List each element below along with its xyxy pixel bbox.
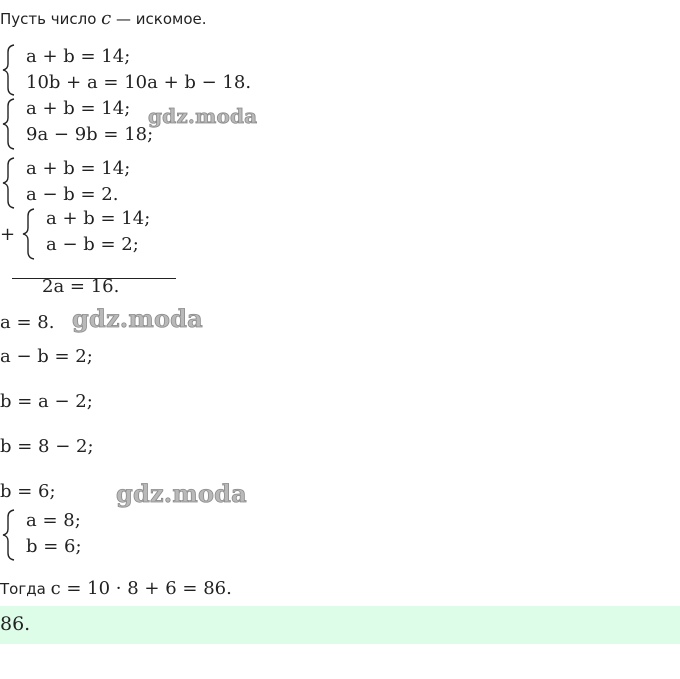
watermark: gdz.moda — [148, 104, 258, 128]
equation: a − b = 2. — [26, 184, 119, 205]
intro-line — [0, 8, 207, 29]
sum-result: 2a = 16. — [42, 276, 120, 297]
left-brace-icon — [2, 509, 16, 561]
step-line: b = 8 − 2; — [0, 436, 94, 457]
step-line: a − b = 2; — [0, 346, 93, 367]
conclusion-line — [0, 578, 232, 599]
answer-value: 86. — [0, 613, 31, 635]
step-line: b = a − 2; — [0, 391, 93, 412]
left-brace-icon — [2, 157, 16, 209]
equation: a − b = 2; — [46, 234, 139, 255]
intro-prefix: Пусть число — [0, 10, 97, 28]
answer-box — [0, 606, 680, 644]
left-brace-icon — [2, 44, 16, 96]
left-brace-icon — [22, 208, 36, 260]
equation: a + b = 14; — [26, 158, 131, 179]
equation: 9a − 9b = 18; — [26, 124, 154, 145]
intro-variable: c — [101, 8, 112, 29]
conclusion-prefix: Тогда — [0, 580, 46, 598]
equation: b = 6; — [26, 536, 82, 557]
equation: 10b + a = 10a + b − 18. — [26, 72, 252, 93]
conclusion-expression: c = 10 · 8 + 6 = 86. — [50, 578, 232, 599]
equation: a + b = 14; — [26, 46, 131, 67]
equation: a + b = 14; — [46, 208, 151, 229]
watermark: gdz.moda — [116, 479, 247, 508]
step-line: b = 6; — [0, 481, 56, 502]
step-line: a = 8. — [0, 312, 55, 333]
plus-sign: + — [0, 224, 16, 245]
intro-suffix: — искомое. — [116, 10, 207, 28]
watermark: gdz.moda — [72, 304, 203, 333]
equation: a = 8; — [26, 510, 81, 531]
equation: a + b = 14; — [26, 98, 131, 119]
left-brace-icon — [2, 98, 16, 150]
